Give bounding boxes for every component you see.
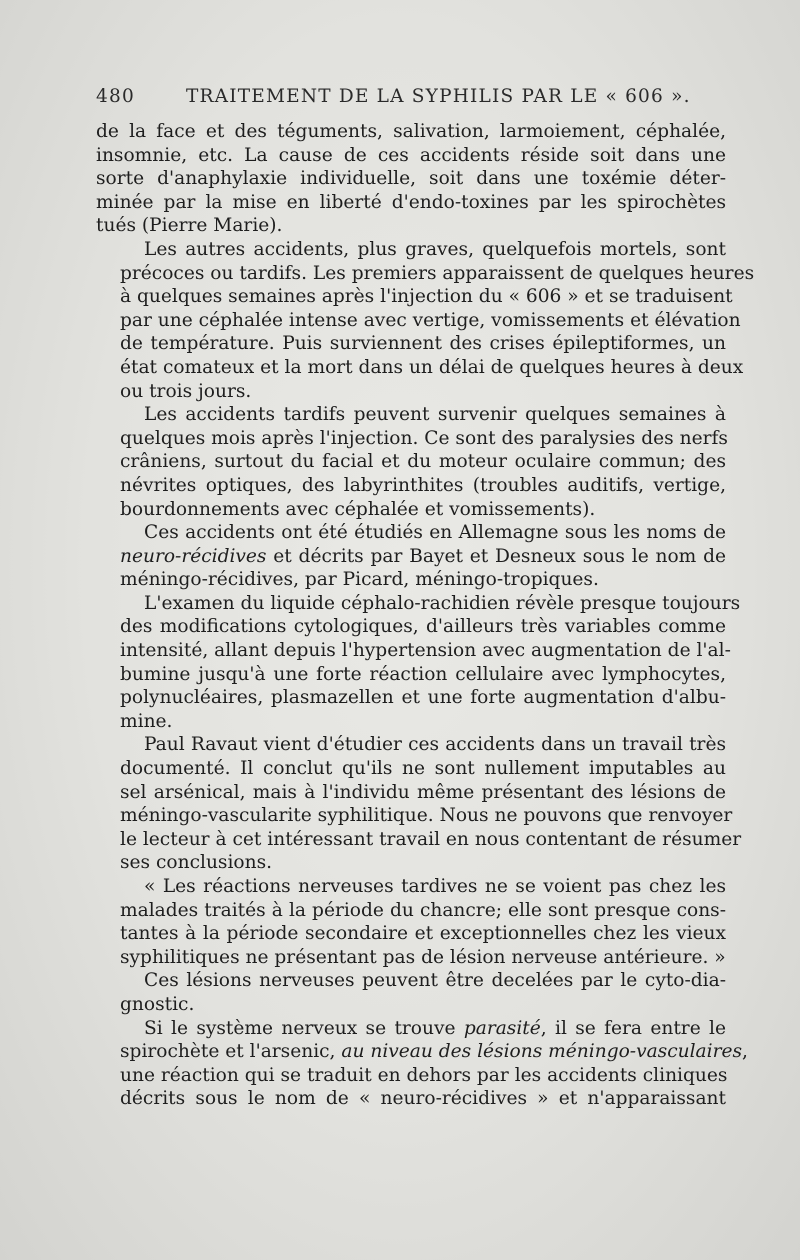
paragraph bbox=[96, 403, 726, 521]
text-line: polynucléaires, plasmazellen et une forte augmentation d'albu- bbox=[120, 687, 726, 709]
text-line: ses conclusions. bbox=[120, 852, 273, 874]
paragraph bbox=[96, 969, 726, 1016]
text-line: Paul Ravaut vient d'étudier ces accidents dans un travail très bbox=[144, 734, 726, 756]
quotation bbox=[96, 875, 726, 969]
text-line: quelques mois après l'injection. Ce sont des paralysies des nerfs bbox=[120, 427, 728, 449]
italic-phrase: au niveau des lésions méningo-vasculaires bbox=[341, 1041, 743, 1063]
text-line: L'examen du liquide céphalo-rachidien révèle presque toujours bbox=[144, 592, 741, 614]
text-line: neuro-récidives et décrits par Bayet et Desneux sous le nom de bbox=[120, 545, 726, 567]
text-line: méningo-récidives, par Picard, méningo-tropiques. bbox=[120, 569, 599, 591]
text-line: Ces accidents ont été étudiés en Allemagne sous les noms de bbox=[144, 522, 726, 544]
text-line: de température. Puis surviennent des crises épileptiformes, un bbox=[120, 333, 726, 355]
paragraph bbox=[96, 120, 726, 238]
text-line: minée par la mise en liberté d'endo-toxines par les spirochètes bbox=[96, 191, 726, 213]
text-line: tués (Pierre Marie). bbox=[96, 215, 283, 237]
text-line: état comateux et la mort dans un délai de quelques heures à deux bbox=[120, 356, 744, 378]
running-header bbox=[96, 86, 736, 107]
text-line: des modifications cytologiques, d'ailleurs très variables comme bbox=[120, 616, 726, 638]
text-line: par une céphalée intense avec vertige, vomissements et élévation bbox=[120, 309, 741, 331]
paragraph bbox=[96, 521, 726, 592]
text-line: Les accidents tardifs peuvent survenir quelques semaines à bbox=[144, 404, 726, 426]
text-line: gnostic. bbox=[120, 993, 195, 1015]
text-line: syphilitiques ne présentant pas de lésion nerveuse antérieure. » bbox=[120, 946, 726, 968]
paragraph bbox=[96, 733, 742, 875]
text-line: spirochète et l'arsenic, au niveau des lésions méningo-vasculaires, bbox=[120, 1041, 748, 1063]
text-line: Ces lésions nerveuses peuvent être decelées par le cyto-dia- bbox=[144, 970, 726, 992]
text-line: le lecteur à cet intéressant travail en nous contentant de résumer bbox=[120, 828, 742, 850]
text-line: intensité, allant depuis l'hypertension avec augmentation de l'al- bbox=[120, 640, 731, 662]
text-line: Les autres accidents, plus graves, quelquefois mortels, sont bbox=[144, 238, 726, 260]
text-line: bumine jusqu'à une forte réaction cellulaire avec lymphocytes, bbox=[120, 663, 726, 685]
text-line: mine. bbox=[120, 710, 173, 732]
text-line: méningo-vascularite syphilitique. Nous ne pouvons que renvoyer bbox=[120, 805, 733, 827]
paragraph bbox=[96, 592, 741, 734]
text-line: une réaction qui se traduit en dehors par les accidents cliniques bbox=[120, 1064, 728, 1086]
text-line: à quelques semaines après l'injection du « 606 » et se traduisent bbox=[120, 286, 733, 308]
italic-phrase: parasité bbox=[463, 1017, 541, 1039]
body-text bbox=[96, 120, 755, 1111]
text-line: tantes à la période secondaire et exceptionnelles chez les vieux bbox=[120, 923, 726, 945]
text-line: documenté. Il conclut qu'ils ne sont nullement imputables au bbox=[120, 758, 726, 780]
text-line: malades traités à la période du chancre; elle sont presque cons- bbox=[120, 899, 726, 921]
paragraph bbox=[96, 1017, 748, 1111]
text-line: Si le système nerveux se trouve parasité, il se fera entre le bbox=[144, 1017, 726, 1039]
italic-phrase: neuro-récidives bbox=[120, 545, 267, 567]
text-line: décrits sous le nom de « neuro-récidives » et n'apparaissant bbox=[120, 1088, 726, 1110]
text-line: bourdonnements avec céphalée et vomissements). bbox=[120, 498, 596, 520]
text-line: crâniens, surtout du facial et du moteur oculaire commun; des bbox=[120, 451, 726, 473]
running-title: TRAITEMENT DE LA SYPHILIS PAR LE « 606 ». bbox=[186, 86, 691, 107]
text-line: ou trois jours. bbox=[120, 380, 252, 402]
text-line: sel arsénical, mais à l'individu même présentant des lésions de bbox=[120, 781, 726, 803]
text-line: sorte d'anaphylaxie individuelle, soit dans une toxémie déter- bbox=[96, 168, 726, 190]
text-line: de la face et des téguments, salivation, larmoiement, céphalée, bbox=[96, 121, 726, 142]
text-line: névrites optiques, des labyrinthites (troubles auditifs, vertige, bbox=[120, 474, 726, 496]
paragraph bbox=[96, 238, 755, 403]
page-number: 480 bbox=[96, 86, 135, 107]
text-line: insomnie, etc. La cause de ces accidents réside soit dans une bbox=[96, 144, 726, 166]
text-line: « Les réactions nerveuses tardives ne se voient pas chez les bbox=[144, 876, 726, 897]
text-line: précoces ou tardifs. Les premiers apparaissent de quelques heures bbox=[120, 262, 755, 284]
